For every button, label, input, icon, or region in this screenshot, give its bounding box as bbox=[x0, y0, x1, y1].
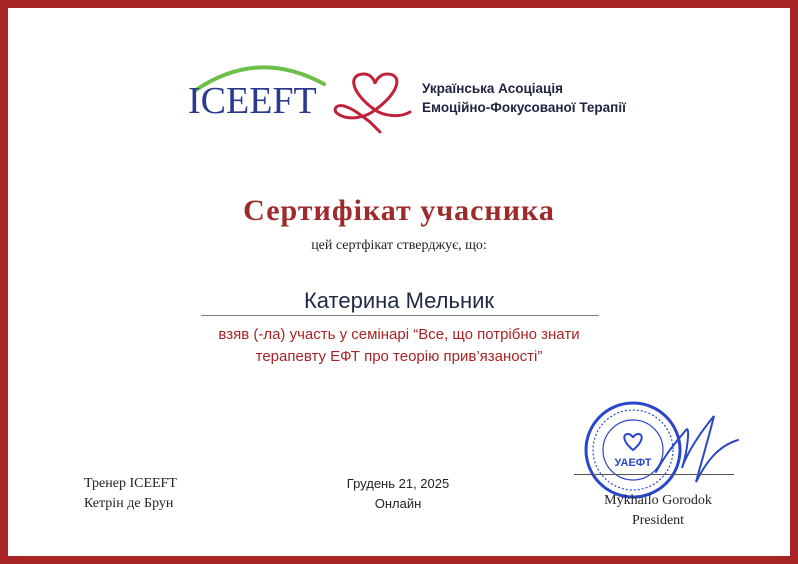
description-line1: взяв (-ла) участь у семінарі “Все, що потрібно знати bbox=[218, 326, 580, 343]
association-line1: Українська Асоціація bbox=[422, 81, 563, 96]
event-block bbox=[308, 474, 488, 514]
event-format: Онлайн bbox=[374, 496, 422, 511]
signatory-name: Mykhailo Gorodok bbox=[604, 493, 712, 508]
stamp-text: УАЕФТ bbox=[614, 457, 652, 469]
association-line2: Емоційно-Фокусованої Терапії bbox=[422, 100, 626, 115]
event-date: Грудень 21, 2025 bbox=[346, 476, 450, 491]
signatory-title: President bbox=[631, 513, 685, 528]
trainer-name: Кетрін де Брун bbox=[84, 496, 174, 511]
signatory-block bbox=[568, 491, 748, 531]
trainer-block bbox=[84, 474, 177, 514]
recipient-name: Катерина Мельник bbox=[303, 288, 495, 313]
recipient-underline bbox=[201, 315, 599, 316]
signature-icon bbox=[648, 410, 748, 490]
heart-logo-icon bbox=[330, 70, 420, 134]
seminar-description bbox=[8, 324, 790, 368]
certificate-title: Сертифікат учасника bbox=[243, 194, 555, 227]
description-line2: терапевту ЕФТ про теорію прив’язаності” bbox=[255, 348, 543, 365]
signature-line bbox=[574, 474, 734, 475]
certificate-subtitle: цей сертфікат стверджує, що: bbox=[311, 238, 487, 253]
association-name bbox=[422, 79, 626, 117]
iceeft-logo-text: ICEEFT bbox=[188, 80, 317, 122]
trainer-role: Тренер ICEEFT bbox=[84, 476, 177, 491]
